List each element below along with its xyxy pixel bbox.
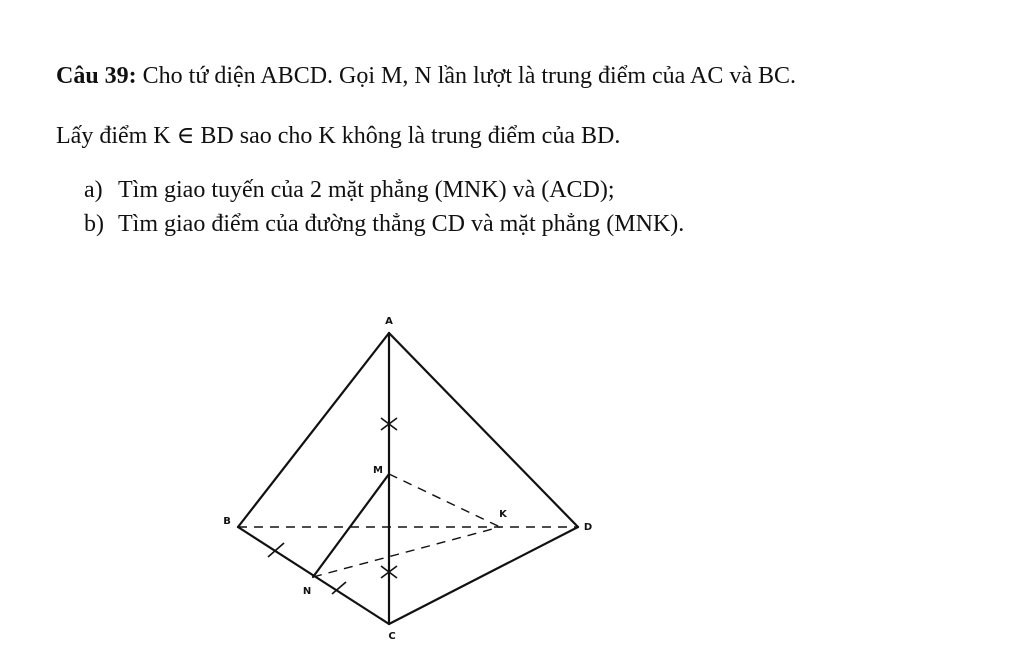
edge-CD: [389, 527, 578, 624]
edge-AB: [238, 333, 389, 527]
point-label-N: N: [302, 586, 312, 597]
point-label-C: C: [388, 631, 396, 642]
problem-statement-text-1: Cho tứ diện ABCD. Gọi M, N lần lượt là trung điểm của AC và BC.: [136, 63, 797, 89]
point-label-B: B: [223, 516, 231, 527]
edge-AD: [389, 333, 578, 527]
point-label-M: M: [373, 465, 383, 476]
question-item-b-text: Tìm giao điểm của đường thẳng CD và mặt phẳng (MNK).: [118, 211, 685, 237]
segment-MN: [313, 474, 389, 577]
problem-statement-line-2: Lấy điểm K ∈ BD sao cho K không là trung điểm của BD.: [56, 123, 621, 149]
question-item-a-text: Tìm giao tuyến của 2 mặt phẳng (MNK) và (ACD);: [118, 177, 615, 203]
point-label-D: D: [583, 522, 593, 533]
problem-number: Câu 39:: [56, 63, 137, 89]
question-item-b-tag: b): [84, 211, 104, 237]
point-label-K: K: [499, 509, 507, 520]
segment-MK-hidden: [389, 474, 500, 527]
point-label-A: A: [385, 316, 393, 327]
question-item-a-tag: a): [84, 177, 103, 203]
segment-NK-hidden: [313, 527, 500, 577]
